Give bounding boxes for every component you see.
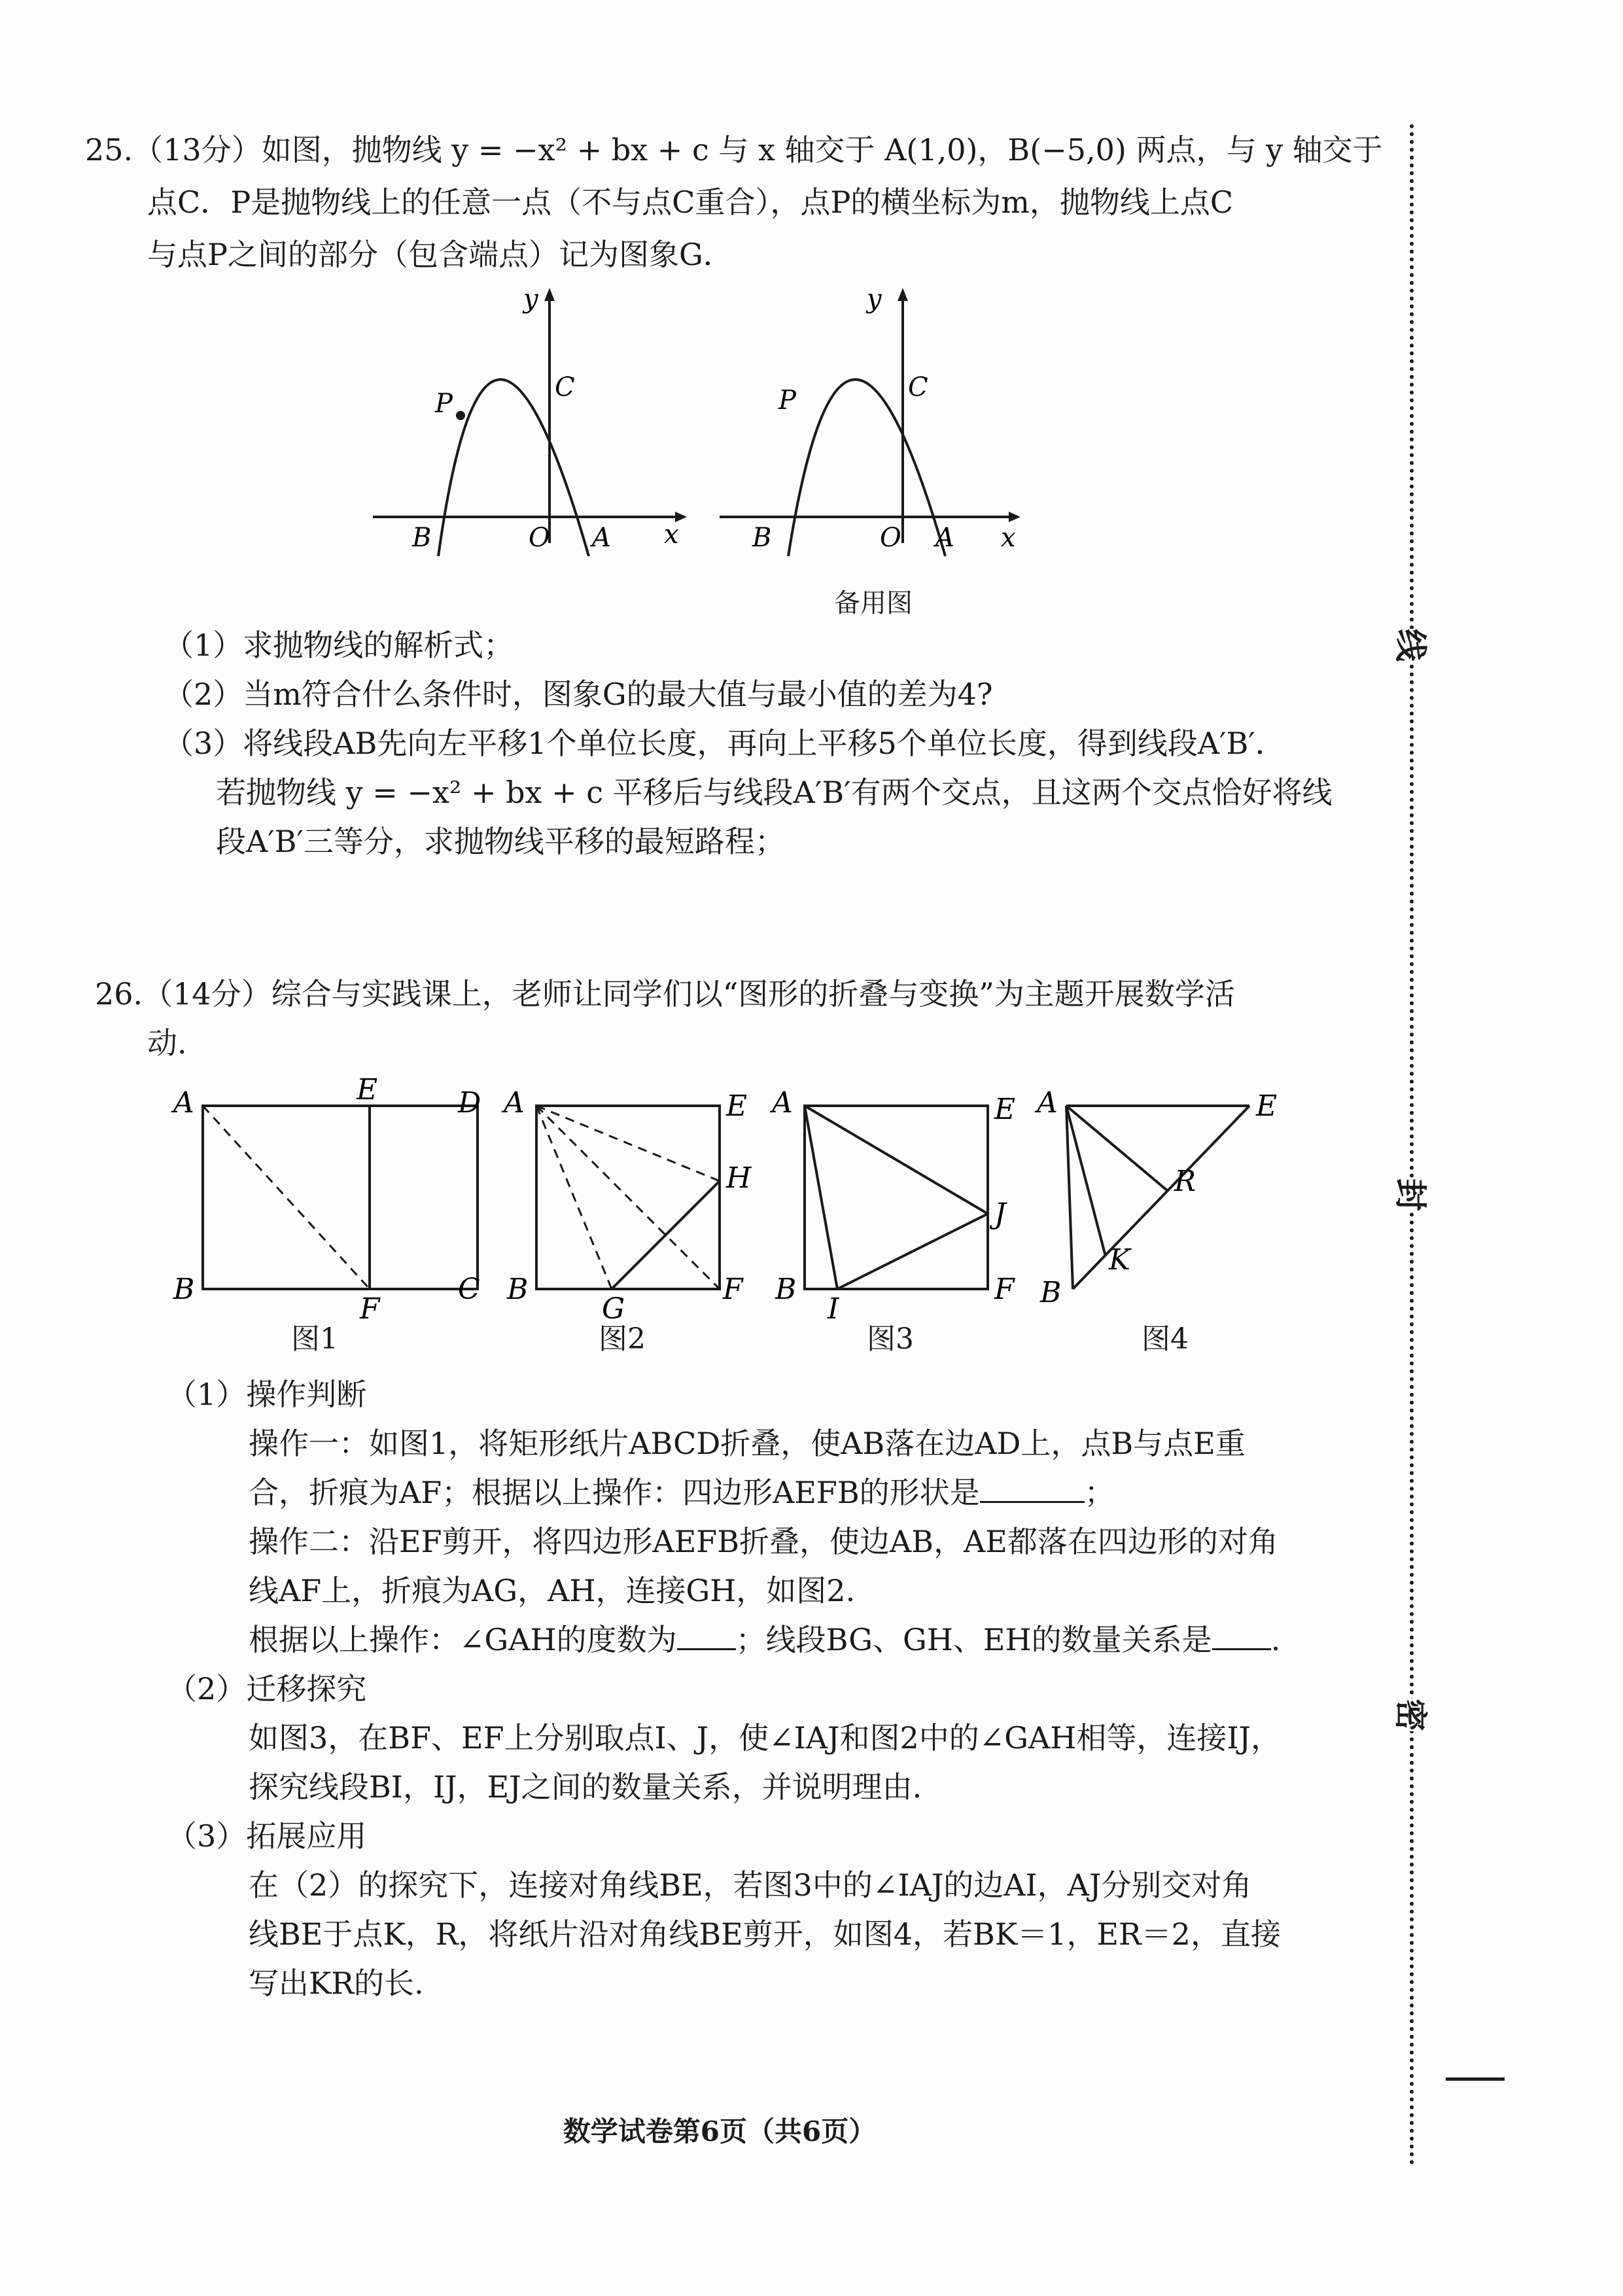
q26-p3c: 写出KR的长. [249, 1966, 424, 2001]
label-F: F [723, 1273, 743, 1306]
q26-p2a: 如图3，在BF、EF上分别取点I、J，使∠IAJ和图2中的∠GAH相等，连接IJ， [249, 1720, 1281, 1756]
answer-blank-relation[interactable] [1212, 1622, 1271, 1650]
q26-op2b: 线AF上，折痕为AG，AH，连接GH，如图2. [249, 1573, 856, 1608]
op2c-text-mid: ；线段BG、GH、EH的数量关系是 [735, 1622, 1212, 1657]
q25-sub3c: 段A′B′三等分，求抛物线平移的最短路程； [216, 824, 785, 859]
label-B: B [412, 523, 432, 553]
backup-figure-caption: 备用图 [834, 588, 913, 618]
op2c-end: . [1270, 1622, 1281, 1657]
label-y: y [867, 284, 882, 314]
label-A: A [592, 523, 611, 553]
fig1-caption: 图1 [291, 1322, 338, 1356]
label-E: E [726, 1089, 748, 1123]
q26-p3b: 线BE于点K，R，将纸片沿对角线BE剪开，如图4，若BK＝1，ER＝2，直接 [249, 1916, 1281, 1952]
q26-figure-4 [1027, 1073, 1302, 1309]
label-A: A [1037, 1086, 1058, 1120]
label-C: C [458, 1273, 480, 1306]
label-A: A [173, 1086, 194, 1120]
q26-op2c [249, 1616, 1280, 1659]
op2c-text: 根据以上操作：∠GAH的度数为 [249, 1622, 677, 1657]
label-B: B [173, 1273, 195, 1306]
answer-blank-angle[interactable] [677, 1622, 736, 1650]
label-B: B [1040, 1276, 1062, 1309]
q25-figure-backup [713, 281, 1040, 556]
label-G: G [602, 1292, 625, 1326]
q26-op1a: 操作一：如图1，将矩形纸片ABCD折叠，使AB落在边AD上，点B与点E重 [249, 1426, 1246, 1461]
label-x: x [1001, 523, 1016, 553]
q25-line2: 点C．P是抛物线上的任意一点（不与点C重合），点P的横坐标为m，抛物线上点C [147, 185, 1234, 220]
label-F: F [360, 1292, 380, 1326]
q26-op2a: 操作二：沿EF剪开，将四边形AEFB折叠，使边AB，AE都落在四边形的对角 [249, 1524, 1278, 1559]
q26-figure-1 [170, 1073, 497, 1326]
label-R: R [1174, 1165, 1196, 1198]
label-A: A [935, 523, 954, 553]
q26-part3-title: （3）拓展应用 [167, 1818, 367, 1854]
page-footer: 数学试卷第6页（共6页） [563, 2115, 877, 2147]
fig2-caption: 图2 [599, 1322, 646, 1356]
margin-word-seal: 封 [1389, 1178, 1437, 1211]
label-O: O [880, 523, 901, 553]
label-C: C [555, 372, 575, 402]
q25-sub3b: 若抛物线 y = −x² + bx + c 平移后与线段A′B′有两个交点，且这两个交点恰好将线 [216, 775, 1333, 810]
q25-line3: 与点P之间的部分（包含端点）记为图象G． [147, 237, 733, 272]
label-D: D [458, 1086, 481, 1120]
answer-blank-shape[interactable] [980, 1475, 1085, 1503]
label-F: F [994, 1273, 1015, 1306]
label-x: x [664, 520, 679, 550]
label-P: P [435, 389, 453, 419]
q26-figure-3 [765, 1073, 1027, 1326]
label-B: B [775, 1273, 797, 1306]
margin-dash [1446, 2077, 1505, 2081]
label-H: H [726, 1161, 752, 1195]
q25-line1: 25.（13分）如图，抛物线 y = −x² + bx + c 与 x 轴交于 A(1,0)，B(−5,0) 两点，与 y 轴交于 [85, 132, 1383, 168]
q26-p3a: 在（2）的探究下，连接对角线BE，若图3中的∠IAJ的边AI，AJ分别交对角 [249, 1867, 1252, 1903]
label-K: K [1109, 1243, 1130, 1277]
binding-dotted-line [1410, 124, 1414, 2166]
q26-part2-title: （2）迁移探究 [167, 1671, 367, 1706]
q25-sub3a: （3）将线段AB先向左平移1个单位长度，再向上平移5个单位长度，得到线段A′B′． [164, 726, 1285, 761]
q26-p2b: 探究线段BI，IJ，EJ之间的数量关系，并说明理由. [249, 1769, 922, 1805]
label-C: C [908, 372, 928, 402]
op1b-end: ； [1084, 1475, 1115, 1510]
margin-word-secret: 密 [1389, 1699, 1437, 1731]
label-E: E [994, 1093, 1016, 1126]
q26-figure-2 [497, 1073, 759, 1326]
label-y: y [523, 284, 538, 314]
label-E: E [357, 1073, 378, 1106]
q26-line1: 26.（14分）综合与实践课上，老师让同学们以“图形的折叠与变换”为主题开展数学活 [95, 976, 1235, 1012]
label-B: B [752, 523, 772, 553]
margin-word-line: 线 [1389, 629, 1437, 662]
fig4-caption: 图4 [1142, 1322, 1189, 1356]
q25-sub1: （1）求抛物线的解析式； [164, 627, 514, 663]
q25-sub2: （2）当m符合什么条件时，图象G的最大值与最小值的差为4? [164, 677, 993, 712]
label-B: B [507, 1273, 529, 1306]
q26-line2: 动. [147, 1025, 187, 1061]
q26-op1b [249, 1469, 1115, 1512]
label-P: P [778, 385, 796, 415]
label-E: E [1256, 1089, 1278, 1123]
op1b-text: 合，折痕为AF；根据以上操作：四边形AEFB的形状是 [249, 1475, 980, 1510]
q25-figure-main [366, 281, 693, 556]
label-A: A [772, 1086, 793, 1120]
label-I: I [828, 1292, 839, 1326]
label-O: O [529, 523, 550, 553]
label-J: J [994, 1197, 1006, 1231]
label-A: A [504, 1086, 525, 1120]
fig3-caption: 图3 [867, 1322, 914, 1356]
q26-part1-title: （1）操作判断 [167, 1377, 367, 1412]
